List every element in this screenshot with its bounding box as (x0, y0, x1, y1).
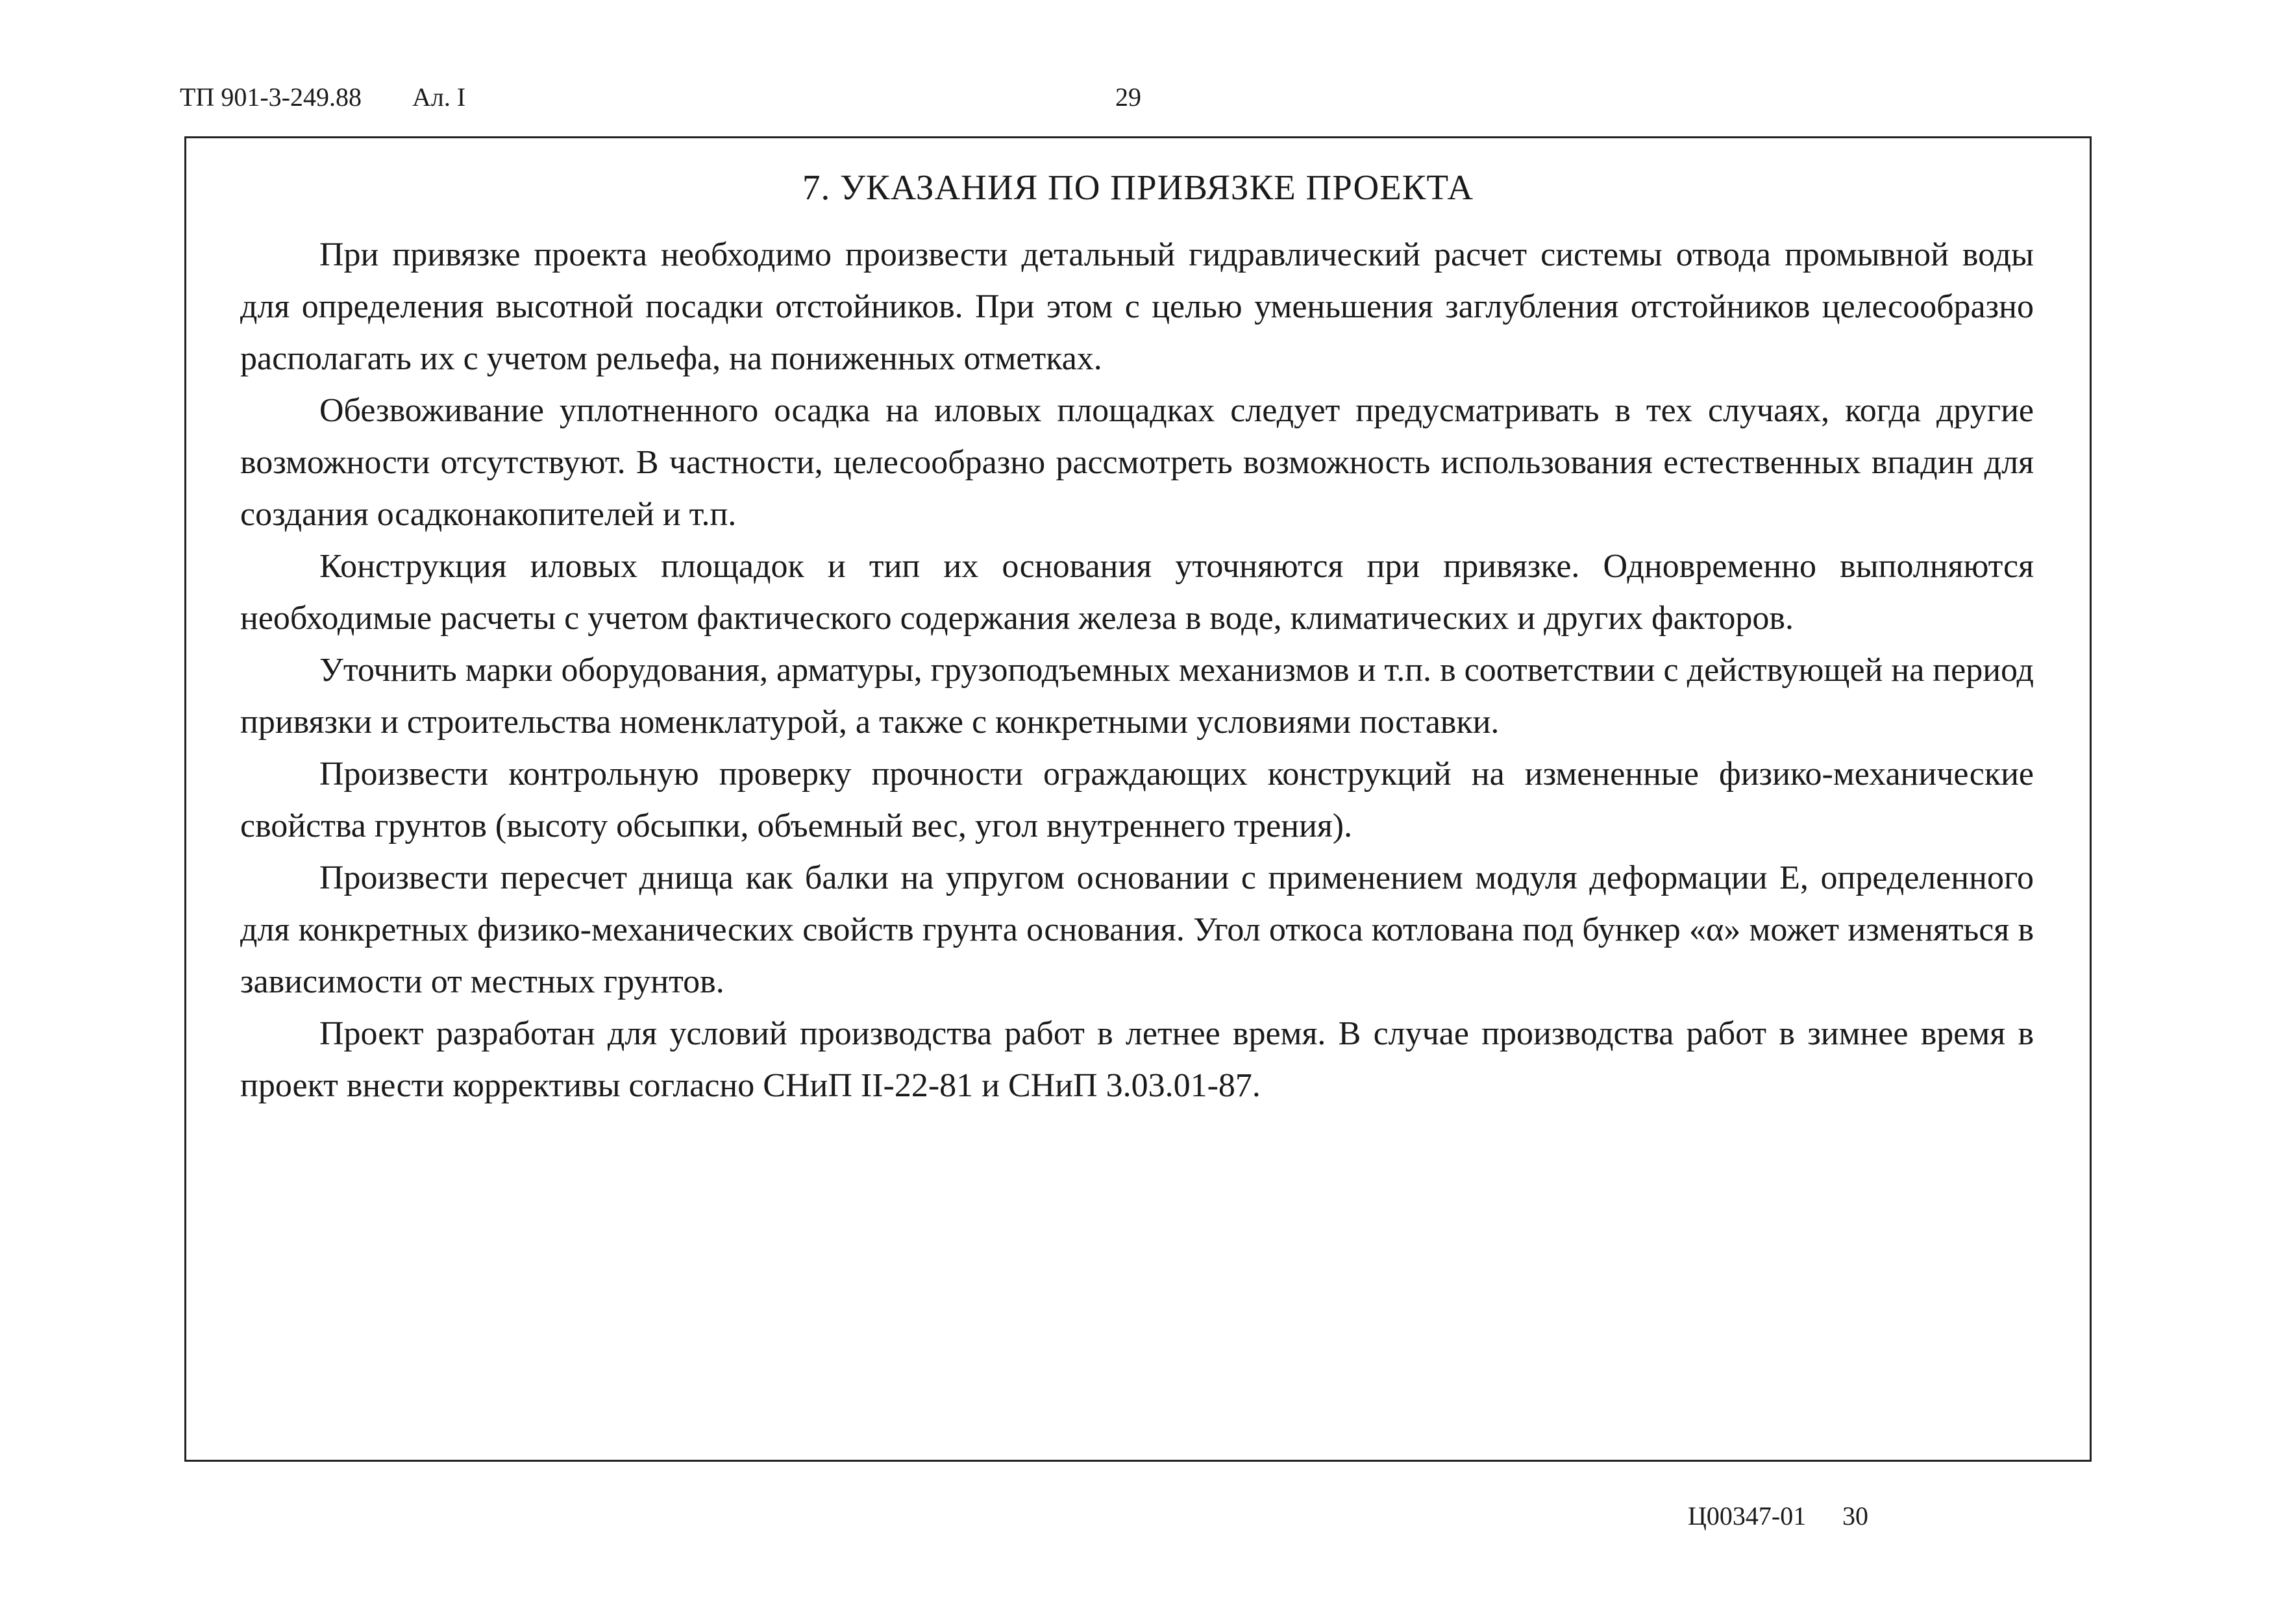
section-title: 7. УКАЗАНИЯ ПО ПРИВЯЗКЕ ПРОЕКТА (802, 167, 1474, 207)
section-body (240, 229, 2034, 1112)
paragraph-6: Произвести пересчет днища как балки на упругом основании с применением модуля деформации E, определенного для конкретных физико-механических свойств грунта основания. Угол откоса котлована под бункер «α» может изменяться в зависимости от местных грунтов. (240, 859, 2034, 1000)
paragraph-3: Конструкция иловых площадок и тип их основания уточняются при привязке. Одновременно выполняются необходимые расчеты с учетом фактического содержания железа в воде, климатических и других факторов. (240, 548, 2034, 637)
album-number: Ал. I (412, 82, 466, 112)
archive-code: Ц00347-01 (1688, 1501, 1807, 1531)
page-number: 29 (1115, 82, 1141, 112)
paragraph-1: При привязке проекта необходимо произвести детальный гидравлический расчет системы отвода промывной воды для определения высотной посадки отстойников. При этом с целью уменьшения заглубления отстойников целесообразно располагать их с учетом рельефа, на пониженных отметках. (240, 236, 2034, 377)
paragraph-2: Обезвоживание уплотненного осадка на иловых площадках следует предусматривать в тех случаях, когда другие возможности отсутствуют. В частности, целесообразно рассмотреть возможность использования естественных впадин для создания осадконакопителей и т.п. (240, 392, 2034, 533)
paragraph-4: Уточнить марки оборудования, арматуры, грузоподъемных механизмов и т.п. в соответствии с действующей на период привязки и строительства номенклатурой, а также с конкретными условиями поставки. (240, 652, 2034, 741)
page-frame (184, 136, 2092, 1462)
paragraph-7: Проект разработан для условий производства работ в летнее время. В случае производства работ в зимнее время в проект внести коррективы согласно СНиП II-22-81 и СНиП 3.03.01-87. (240, 1015, 2034, 1104)
sheet-number: 30 (1842, 1501, 1868, 1531)
document-code: ТП 901-3-249.88 (180, 82, 362, 112)
paragraph-5: Произвести контрольную проверку прочности ограждающих конструкций на измененные физико-механические свойства грунтов (высоту обсыпки, объемный вес, угол внутреннего трения). (240, 756, 2034, 844)
